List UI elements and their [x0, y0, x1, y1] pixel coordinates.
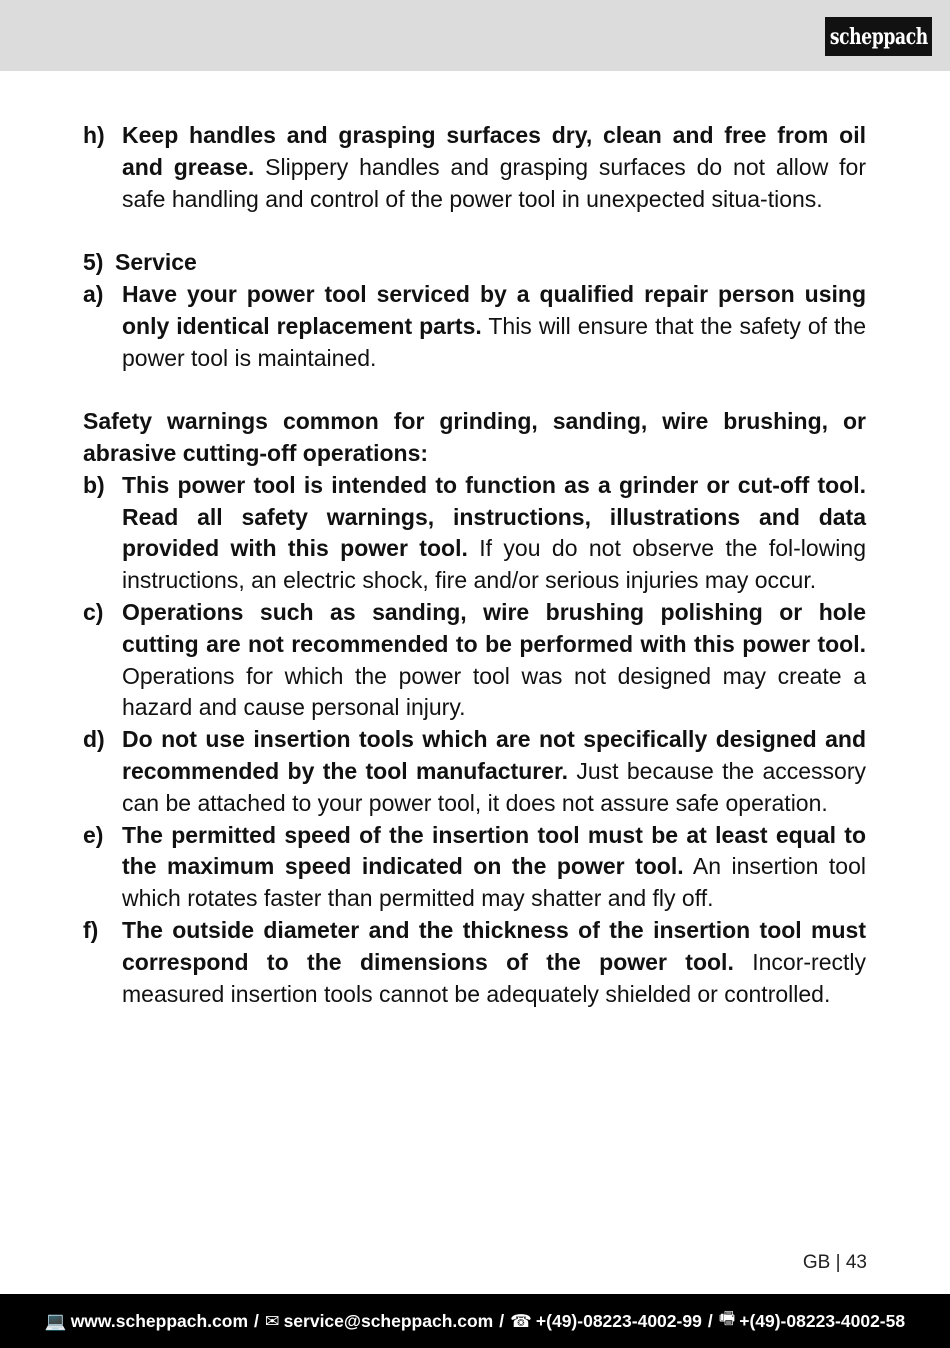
item-text: Operations for which the power tool was not designed may create a hazard and cause personal injury.	[122, 662, 866, 721]
item-text: Just because the accessory can be attached to your power tool, it does not assure safe operation.	[122, 757, 866, 816]
list-item-a	[83, 279, 866, 374]
section-title: Service	[115, 249, 197, 276]
item-letter: c)	[83, 598, 104, 625]
fax-icon: 🖷	[718, 1308, 736, 1328]
list-item-d	[83, 724, 866, 819]
footer-separator: /	[254, 1310, 259, 1331]
list-item-c	[83, 597, 866, 724]
item-letter: f)	[83, 916, 99, 943]
item-bold-text: The permitted speed of the insertion tool must be at least equal to the maximum speed indicated on the power tool.	[122, 821, 866, 880]
item-body	[122, 915, 866, 1010]
item-bold-text: Do not use insertion tools which are not specifically designed and recommended by the tool manufacturer.	[122, 726, 866, 784]
section-number: 5)	[83, 249, 104, 276]
computer-icon: 💻	[44, 1310, 67, 1331]
list-item-h	[83, 120, 866, 215]
item-bold-text: Operations such as sanding, wire brushing polishing or hole cutting are not recommended to be performed with this power tool.	[122, 598, 866, 657]
footer-fax: +(49)-08223-4002-58	[739, 1310, 906, 1331]
footer-separator: /	[707, 1310, 713, 1331]
item-body	[122, 120, 866, 215]
scheppach-logo	[825, 17, 932, 56]
footer-phone: +(49)-08223-4002-99	[535, 1310, 702, 1331]
item-body	[122, 724, 866, 819]
item-body	[122, 279, 866, 374]
item-bold-text: Have your power tool serviced by a qualified repair person using only identical replacement parts.	[122, 280, 866, 339]
list-item-f	[83, 915, 866, 1010]
item-letter: d)	[83, 726, 105, 753]
item-letter: a)	[83, 280, 104, 307]
item-bold-text: This power tool is intended to function as a grinder or cut-off tool. Read all safety warnings, instructions, illustrations and data provided with this power tool.	[122, 471, 866, 562]
item-bold-text: Keep handles and grasping surfaces dry, clean and free from oil and grease.	[122, 122, 866, 180]
common-warnings-heading: Safety warnings common for grinding, sanding, wire brushing, or abrasive cutting-off operations:	[83, 408, 866, 466]
item-letter: h)	[83, 122, 105, 148]
logo-text: scheppach	[829, 23, 928, 50]
item-text: If you do not observe the fol-lowing instructions, an electric shock, fire and/or serious injuries may occur.	[122, 535, 866, 594]
list-item-e	[83, 820, 866, 915]
phone-icon: ☎	[510, 1310, 532, 1331]
section-heading-service	[83, 247, 866, 279]
item-text: This will ensure that the safety of the power tool is maintained.	[122, 312, 866, 371]
footer-separator: /	[499, 1310, 505, 1331]
manual-content	[83, 120, 866, 1010]
footer-website[interactable]: www.scheppach.com	[70, 1310, 249, 1331]
list-item-b	[83, 470, 866, 597]
item-body	[122, 470, 866, 597]
item-text: An insertion tool which rotates faster than permitted may shatter and fly off.	[122, 853, 866, 912]
footer-email[interactable]: service@scheppach.com	[283, 1310, 494, 1331]
page-number: GB | 43	[802, 1252, 867, 1273]
item-letter: b)	[83, 471, 105, 498]
footer-contact-bar	[0, 1294, 950, 1348]
mail-icon: ✉	[264, 1310, 280, 1331]
item-text: Incor-rectly measured insertion tools cannot be adequately shielded or controlled.	[122, 948, 866, 1007]
item-bold-text: The outside diameter and the thickness of the insertion tool must correspond to the dimensions of the power tool.	[122, 916, 866, 975]
item-body	[122, 820, 866, 915]
item-body	[122, 597, 866, 724]
item-text: Slippery handles and grasping surfaces do not allow for safe handling and control of the power tool in unexpected situa-tions.	[122, 153, 866, 212]
item-letter: e)	[83, 821, 104, 848]
header-band	[0, 0, 950, 71]
